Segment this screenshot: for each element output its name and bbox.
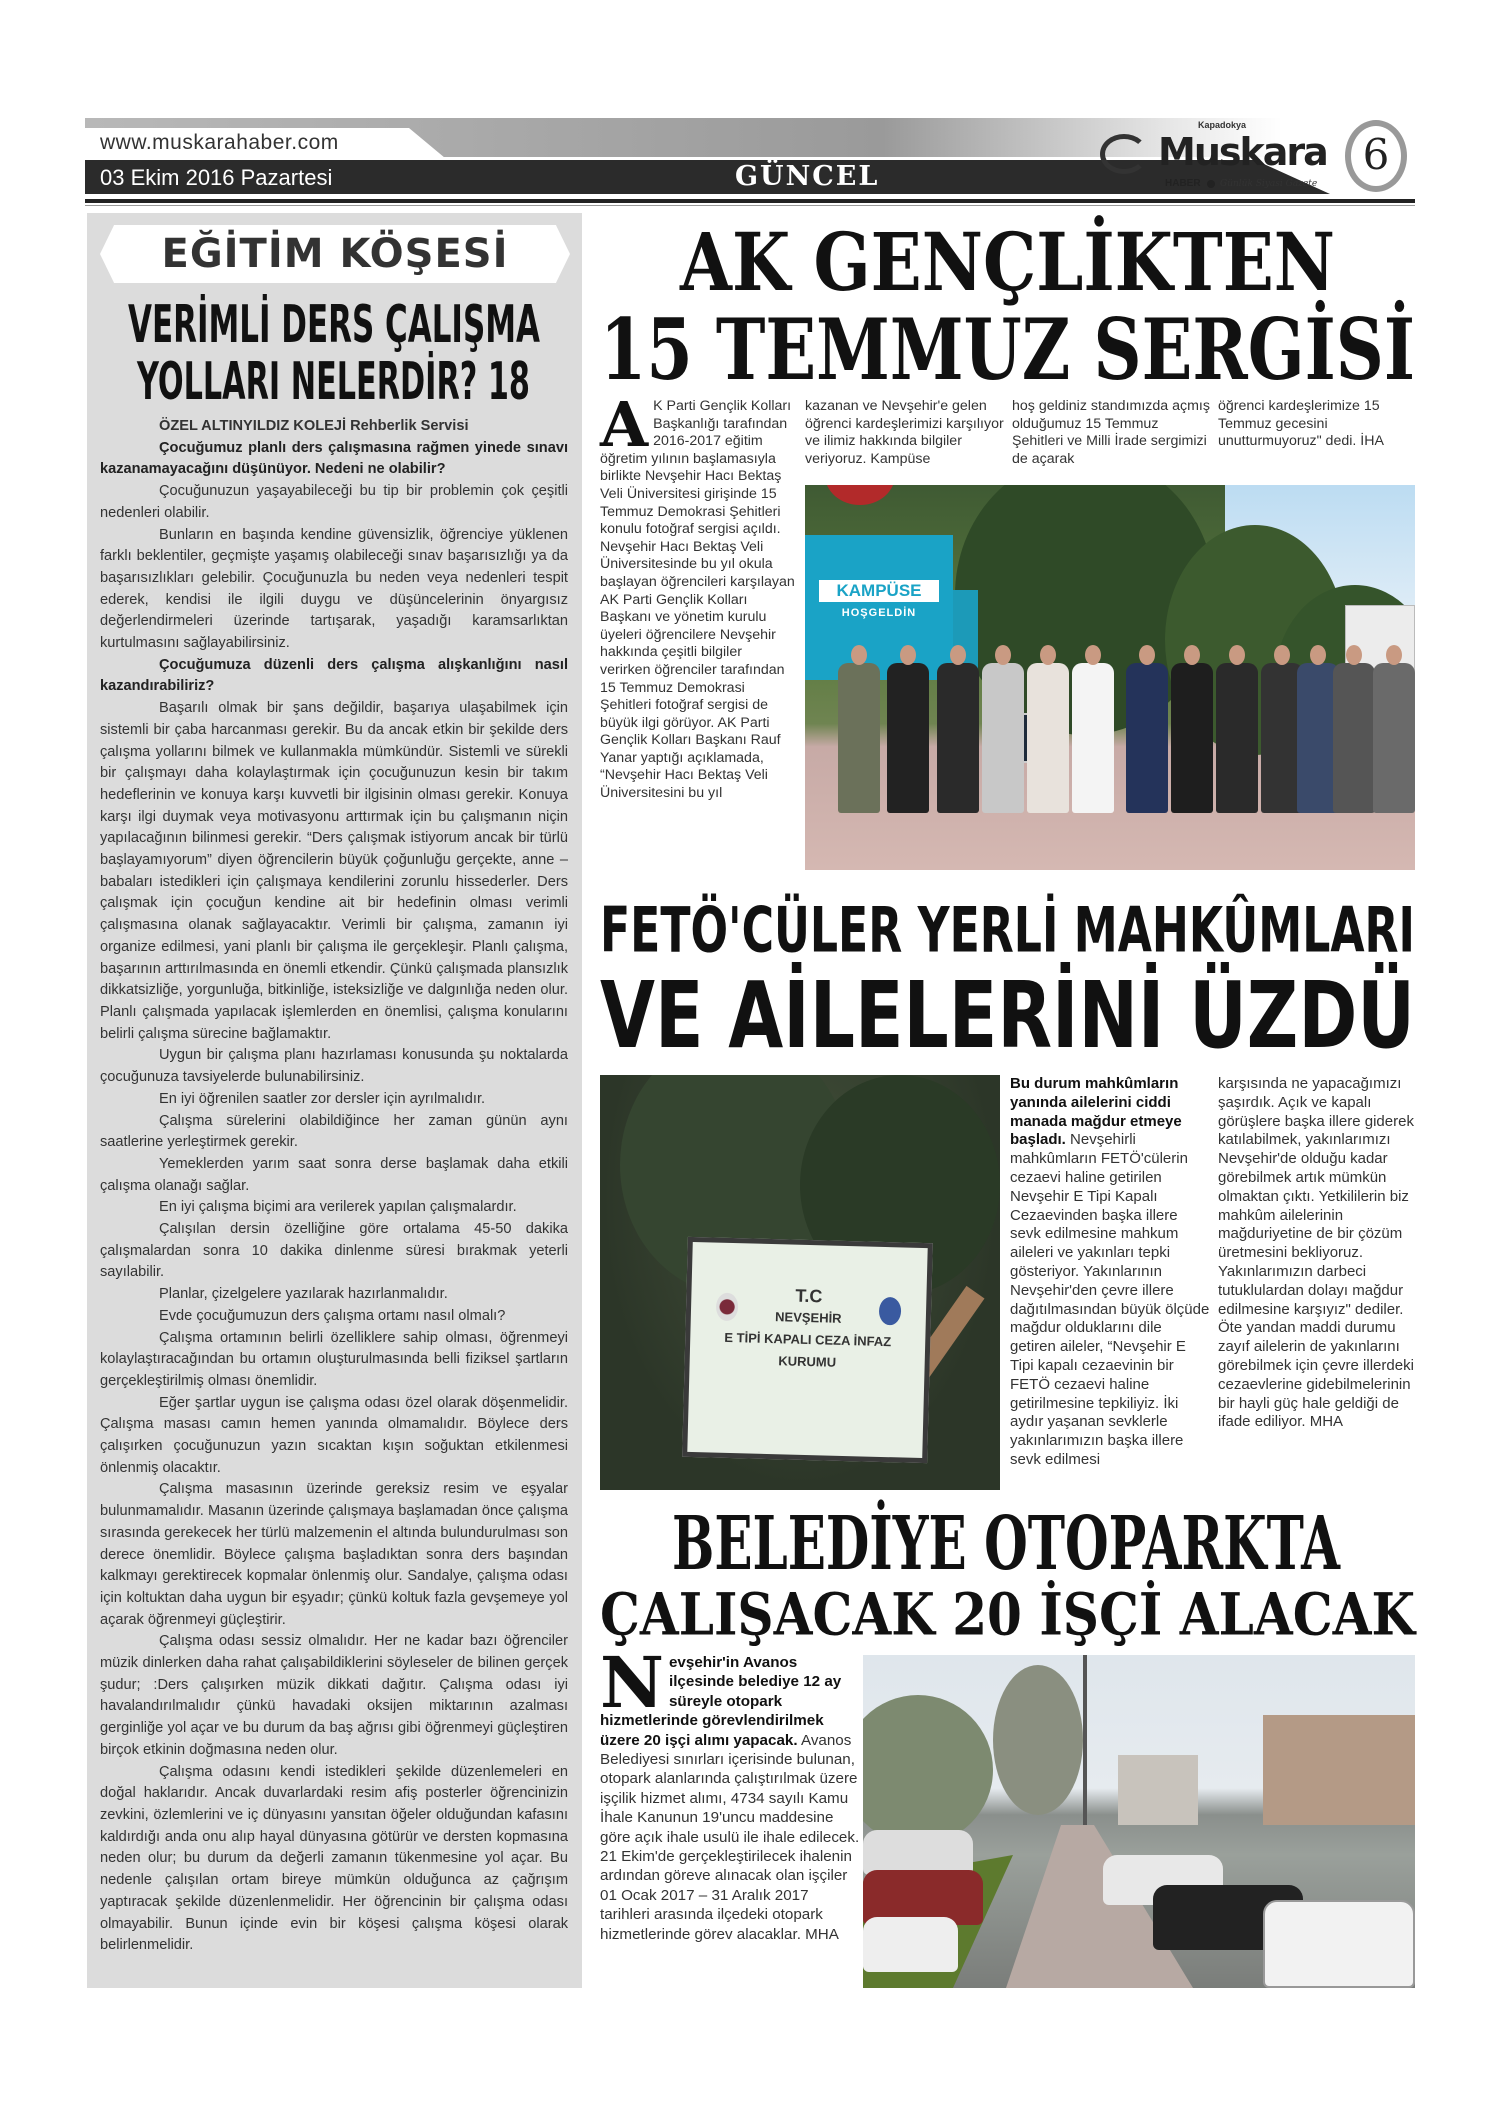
byline-school: ÖZEL ALTINYILDIZ KOLEJİ xyxy=(159,418,347,434)
logo-dot-icon xyxy=(1207,180,1215,188)
headline-line xyxy=(600,299,1415,399)
subheading-question: Çocuğumuz planlı ders çalışmasına rağmen yinede sınavı kazanamayacağını düşünüyor. Nedeni ne olabilir? xyxy=(100,439,568,478)
paragraph: Çalışma masasının üzerinde gereksiz resim ve eşyalar bulunmamalıdır. Masanın üzerinde çalışmaya başlamadan önce çalışma sırasında gerekecek her türlü malzemenin el altında bulundurulması son derece önemlidir. Böylece çalışma başladıktan sonra ders başından kalkmayı gerektirecek kopmalar önlenmiş olur. Sandalye, çalışma odası için koltuktan daha uygun bir eşyadır; çünkü koltuk fazla gevşemeye yol açarak öğrenmeyi güçleştirir. xyxy=(100,1481,568,1628)
drop-cap: A xyxy=(600,388,649,461)
article2-lead: Bu durum mahkûmların yanında ailelerini ciddi manada mağdur etmeye başladı. xyxy=(1010,1075,1182,1149)
paragraph: Yemeklerden yarım saat sonra derse başlamak daha etkili çalışma olanağı sağlar. xyxy=(100,1155,568,1194)
person xyxy=(1027,663,1069,813)
person-head xyxy=(851,645,867,665)
newspaper-logo xyxy=(1100,120,1340,196)
left-title-line xyxy=(137,350,530,412)
person xyxy=(887,663,929,813)
person xyxy=(982,663,1024,813)
person-head xyxy=(1386,645,1402,665)
left-title-text: YOLLARI NELERDİR? 18 xyxy=(137,350,530,412)
issue-date: 03 Ekim 2016 Pazartesi xyxy=(100,165,333,190)
building xyxy=(1118,1755,1198,1825)
person-head xyxy=(1229,645,1245,665)
building xyxy=(1263,1715,1415,1825)
paragraph: Evde çocuğumuzun ders çalışma ortamı nasıl olmalı? xyxy=(159,1307,506,1324)
byline xyxy=(100,416,568,438)
person-head xyxy=(1184,645,1200,665)
article1-headline: 15 TEMMUZ SERGİSİ xyxy=(600,299,1415,399)
article1-text: K Parti Gençlik Kolları Başkanlığı tarafından 2016-2017 eğitim öğretim yılının başlamasıyla birlikte Nevşehir Hacı Bektaş Veli Üniversitesi girişinde 15 Temmuz Demokrasi Şehitleri konulu fotoğraf sergisi açıldı. Nevşehir Hacı Bektaş Veli Üniversitesinde bu yıl okula başlayan öğrencileri karşılayan AK Parti Gençlik Kolları Başkanı ve yönetim kurulu üyeleri öğrencilere Nevşehir hakkında çeşitli bilgiler verirken öğrenciler tarafından 15 Temmuz Demokrasi Şehitleri fotoğraf sergisi de büyük ilgi görüyor. AK Parti Gençlik Kolları Başkanı Rauf Yanar yaptığı açıklamada, “Nevşehir Hacı Bektaş Veli Üniversitesini bu yıl xyxy=(600,398,795,802)
paragraph: Çalışma ortamının belirli özelliklere sahip olması, öğrenmeyi kolaylaştıracağından bu ortamın oluşturulmasında belli fiziksel şartların gerçekleştirilmiş olması önemlidir. xyxy=(100,1329,568,1389)
drop-cap: N xyxy=(600,1641,664,1724)
campus-welcome-banner xyxy=(805,535,953,680)
article2-text: Nevşehirli mahkûmların FETÖ'cülerin cezaevi haline getirilen Nevşehir E Tipi Kapalı Cezaevinden başka illere sevk edilmesine mahkum aileleri ve yakınları tepki gösteriyor. Yakınlarının Nevşehir'den çevre illere dağıtılmasından büyük ölçüde mağdur olduklarını dile getiren aileler, “Nevşehir E Tipi kapalı cezaevinin bir FETÖ cezaevi haline getirilmesine tepkiliyiz. İki aydır yaşanan sevklerle yakınlarımızın başka illere sevk edilmesi xyxy=(1010,1131,1210,1468)
headline-line xyxy=(680,214,1335,309)
tree xyxy=(863,1695,993,1845)
sign-text: T.C xyxy=(795,1285,823,1307)
left-article-body xyxy=(100,416,568,1957)
website-url[interactable]: www.muskarahaber.com xyxy=(100,131,339,154)
sign-text: E TİPİ KAPALI CEZA İNFAZ xyxy=(724,1329,892,1350)
parked-car xyxy=(1263,1900,1415,1988)
article2-headline: FETÖ'CÜLER YERLİ MAHKÛMLARI xyxy=(600,894,1415,968)
article3-text: Avanos Belediyesi sınırları içerisinde bulunan, otopark alanlarında çalıştırılmak üzere işçilik hizmet alımı, 4734 sayılı Kamu İhale Kanunun 19'uncu maddesine göre açık ihale usulü ile ihale edilecek. 21 Ekim'de gerçekleştirilecek ihalenin ardından göreve alınacak olan işçiler 01 Ocak 2017 – 31 Aralık 2017 tarihleri arasında ilçedeki otopark hizmetlerinde görev alacaklar. MHA xyxy=(600,1731,860,1943)
paragraph: Eğer şartlar uygun ise çalışma odası özel olarak döşenmelidir. Çalışma masası camın hemen yanında olmamalıdır. Böylece ders çalışırken çocuğunuzun yazın sıcaktan kışın soğuktan etkilenmesi önlenmiş olacaktır. xyxy=(100,1394,568,1476)
person-head xyxy=(1310,645,1326,665)
article1-column xyxy=(805,398,1007,468)
article1-column xyxy=(600,388,795,803)
sign-text: KURUMU xyxy=(778,1353,837,1370)
person-head xyxy=(1040,645,1056,665)
parked-car xyxy=(863,1830,973,1875)
article1-text: hoş geldiniz standımızda açmış olduğumuz 15 Temmuz Şehitleri ve Milli İrade sergimizi de açarak xyxy=(1012,398,1210,467)
person-head xyxy=(1274,645,1290,665)
logo-tagline: Günlük Siyasi Gazete xyxy=(1220,179,1318,189)
page-number: 6 xyxy=(1345,120,1407,192)
banner-text: KAMPÜSE xyxy=(819,580,939,602)
article1-text: öğrenci kardeşlerimize 15 Temmuz gecesini unutturmuyoruz" dedi. İHA xyxy=(1218,398,1384,450)
paragraph: Bunların en başında kendine güvensizlik, öğrenciye yüklenen farklı beklentiler, geçmişte yaşamış olabileceği sınav başarısızlığı ya da başarısızlıkları gelebilir. Çocuğunuzla bu neden veya nedenleri tespit ederek, kendisi ile ilgili duygu ve düşüncelerinin önyargısız değerlendirmeleri üzerinde tartışarak, yaşadığı karamsarlıktan kurtulmasını sağlayabilirsiniz. xyxy=(100,526,568,652)
paragraph: En iyi çalışma biçimi ara verilerek yapılan çalışmalardır. xyxy=(159,1199,517,1216)
logo-swoosh-icon xyxy=(1100,134,1148,174)
subheading-question: Çocuğumuza düzenli ders çalışma alışkanlığını nasıl kazandırabiliriz? xyxy=(100,656,568,695)
logo-region: Kapadokya xyxy=(1198,120,1247,130)
person-head xyxy=(900,645,916,665)
person xyxy=(1216,663,1258,813)
tree xyxy=(993,1665,1083,1815)
column-kicker: EĞİTİM KÖŞESİ xyxy=(161,231,509,277)
prison-sign-photo xyxy=(600,1075,1000,1490)
logo-haber: HABER xyxy=(1165,178,1201,189)
banner-text: HOŞGELDİN xyxy=(841,607,917,619)
headline-line xyxy=(672,1499,1340,1587)
street-lamp xyxy=(1083,1655,1087,1845)
article1-column xyxy=(1218,398,1415,451)
article2-headline: VE AİLELERİNİ ÜZDÜ xyxy=(600,961,1415,1069)
article1-column xyxy=(1012,398,1212,468)
article2-text: karşısında ne yapacağımızı şaşırdık. Açık ve kapalı görüşlere başka illere giderek katılabilmek, yakınlarımızı Nevşehir'de olduğu kadar görebilmek artık mümkün olmaktan çıktı. Yetkililerin biz mahkûm ailelerinin mağduriyetine de bir çözüm üretmesini bekliyoruz. Yakınlarımızın darbeci tutuklulardan dolayı mağdur edilmesine karşıyız" dediler. Öte yandan maddi durumu zayıf ailelerin de yakınlarını görebilmek için çevre illerdeki cezaevlerine gidebilmelerinin bir hayli güç hale geldiği de ifade ediliyor. MHA xyxy=(1218,1075,1414,1431)
headline-line xyxy=(600,1581,1415,1649)
person xyxy=(1126,663,1168,813)
left-title-line xyxy=(128,293,540,355)
logo-name: Muskara xyxy=(1158,130,1327,174)
person-head xyxy=(1139,645,1155,665)
person xyxy=(937,663,979,813)
person xyxy=(1373,663,1415,813)
article3-lead: evşehir'in Avanos ilçesinde belediye 12 ay süreyle otopark hizmetlerinde görevlendirilmek üzere 20 işçi alımı yapacak. xyxy=(600,1654,842,1749)
section-title: GÜNCEL xyxy=(735,161,880,192)
sign-text: NEVŞEHİR xyxy=(774,1309,842,1326)
headline-line xyxy=(600,894,1415,968)
person xyxy=(1072,663,1114,813)
article1-text: kazanan ve Nevşehir'e gelen öğrenci kardeşlerimizi karşılıyor ve ilimiz hakkında bilgiler veriyoruz. Kampüse xyxy=(805,398,1004,467)
article2-column xyxy=(1218,1075,1418,1432)
article3-headline: ÇALIŞACAK 20 İŞÇİ ALACAK xyxy=(600,1581,1415,1649)
article3-column xyxy=(600,1641,862,1944)
left-title-text: VERİMLİ DERS ÇALIŞMA xyxy=(128,293,540,355)
person xyxy=(1333,663,1375,813)
headline-line xyxy=(600,961,1415,1069)
paragraph: En iyi öğrenilen saatler zor dersler için ayrılmalıdır. xyxy=(159,1090,486,1107)
article1-headline: AK GENÇLİKTEN xyxy=(680,214,1335,309)
paragraph: Çalışma odası sessiz olmalıdır. Her ne kadar bazı öğrenciler müzik dinlerken daha rahat çalışabildiklerini söyleseler de bilinen gerçek şudur; :Ders çalışırken müzik dikkati dağıtır. Çalışma odası iyi havalandırılmalıdır çünkü havadaki oksijen miktarının azalması gerginliğe yol açar ve bu durum da baş ağrısı gibi öğrenmeyi güçleştiren birçok etkinin doğmasına neden olur. xyxy=(100,1633,568,1758)
person xyxy=(838,663,880,813)
exhibition-group-photo xyxy=(805,485,1415,870)
paragraph: Çalışma sürelerini olabildiğince her zaman günün aynı saatlerine yerleştirmek gerekir. xyxy=(100,1112,568,1151)
article3-headline: BELEDİYE OTOPARKTA xyxy=(672,1499,1340,1587)
byline-department: Rehberlik Servisi xyxy=(346,418,469,434)
article2-column xyxy=(1010,1075,1210,1470)
paragraph: Planlar, çizelgelere yazılarak hazırlanmalıdır. xyxy=(159,1286,448,1303)
parked-car xyxy=(863,1917,958,1972)
header-rule xyxy=(85,199,1415,203)
person-head xyxy=(995,645,1011,665)
paragraph: Başarılı olmak bir şans değildir, başarıya ulaşabilmek için sistemli bir çaba harcanması gerekir. Bu da ancak etkin bir şekilde ders çalışma yollarını bilmek ve kullanmakla mümkündür. Sistemli ve sürekli bir çalışmayı daha kolaylaştırmak için çocuğunuzun kesin bir takım hedeflerinin ve konuya karşı kuvvetli bir ilgisinin olması gerekir. Konuya karşı ilgi duymak veya motivasyonu arttırmak için bu çalışmanın niçin yapılacağının bilinmesi gerekir. “Ders çalışmak istiyorum ancak bir türlü başlayamıyorum” diyen öğrencilerin büyük çoğunluğu gerçekte, anne –babaları istedikleri için çalışmaya kendilerini zorunlu hissederler. Ders çalışmak için çocuğun kendine ait bir hedefinin olması verimli çalışmasına olanak sağlayacaktır. Verimli bir çalışma, zamanın iyi organize edilmesi, yani planlı bir çalışma ile gerçekleşir. Planlı çalışma, başarının arttırılmasında en önemli etkendir. Çünkü çalışmada plansızlık dikkatsizliğe, yorgunluğa, bitkinliğe, isteksizliğe ve dalgınlığa neden olur. Planlı çalışmada yapılacak işlemlerden en önemlisi, çalışma konularını belirli çalışma sürecine bağlamaktır. xyxy=(100,700,568,1042)
flowers xyxy=(825,485,895,505)
paragraph: Çocuğunuzun yaşayabileceği bu tip bir problemin çok çeşitli nedenleri olabilir. xyxy=(100,483,568,521)
person xyxy=(1171,663,1213,813)
person-head xyxy=(1346,645,1362,665)
paragraph: Uygun bir çalışma planı hazırlaması konusunda şu noktalarda çocuğunuza tavsiyelerde bulunabilirsiniz. xyxy=(100,1047,568,1086)
person-head xyxy=(950,645,966,665)
header-rule xyxy=(85,205,1415,206)
person-head xyxy=(1085,645,1101,665)
prison-sign xyxy=(682,1237,933,1463)
paragraph: Çalışılan dersin özelliğine göre ortalama 45-50 dakika çalışmalardan sonra 10 dakika dinlenme süresi bırakmak yeterli sayılabilir. xyxy=(100,1221,568,1281)
paragraph-list xyxy=(100,438,568,1957)
paragraph: Çalışma odasını kendi istedikleri şekilde düzenlemeleri en doğal haklarıdır. Ancak duvarlardaki resim afiş posterler öğrencinizin zevkini, özlemlerini ve iç dünyasını yansıtan öğeler olduğundan kafasını kaldırdığı anda onu alıp hayal dünyasına götürür ve dersten kopmasına neden olur; bu durum da değerli zamanın tükenmesine yol açar. Bu nedenle çalışılan ortam bireye mümkün olduğunca az çağrışım yaptıracak şekilde düzenlenmelidir. Her öğrencinin bir çalışma odası olmayabilir. Bunun içinde evin bir köşesi çalışma köşesi olarak belirlenmelidir. xyxy=(100,1763,568,1954)
parking-street-photo xyxy=(863,1655,1415,1988)
